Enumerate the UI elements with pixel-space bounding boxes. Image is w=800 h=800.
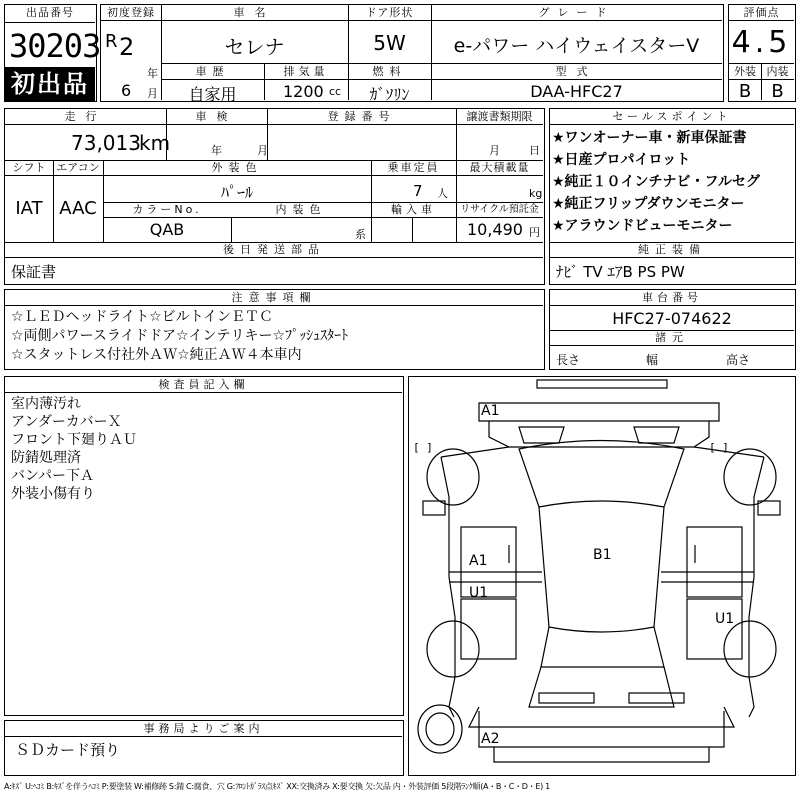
score-label: 評価点 <box>743 6 780 19</box>
vehicle-info-box <box>100 4 724 102</box>
office-box <box>4 720 404 776</box>
recycle-label: リサイクル預託金 <box>460 204 539 215</box>
car-name-label: 車名 <box>233 6 276 19</box>
notes-box <box>4 289 545 370</box>
max-load-unit: kg <box>529 187 543 200</box>
height-label: 高さ <box>726 353 751 367</box>
max-load-label: 最大積載量 <box>469 161 530 174</box>
lot-box <box>4 4 101 102</box>
note-line: ☆スタットレス付社外ＡＷ☆純正ＡＷ４本車内 <box>11 347 302 363</box>
model-label: 型式 <box>555 65 598 78</box>
inspector-notes <box>11 395 137 503</box>
displacement-label: 排気量 <box>283 65 329 78</box>
exterior-grade: B <box>738 81 752 102</box>
inspector-line: バンパー下Ａ <box>11 468 95 484</box>
mark-a2-bottom: A2 <box>481 731 500 747</box>
model: DAA-HFC27 <box>530 82 623 101</box>
width-label: 幅 <box>646 353 659 367</box>
transfer-month-unit: 月 <box>489 144 500 157</box>
year-num: 2 <box>119 33 135 61</box>
inspector-line: 防錆処理済 <box>11 450 81 466</box>
office-label: 事務局よりご案内 <box>143 722 264 735</box>
fuel: ｶﾞｿﾘﾝ <box>369 85 410 104</box>
mileage: 73,013 <box>71 131 141 155</box>
length-label: 長さ <box>556 353 581 367</box>
mileage-unit: km <box>139 131 171 155</box>
car-name: セレナ <box>224 35 285 59</box>
mileage-label: 走行 <box>64 110 107 123</box>
sales-point-item: ★純正フリップダウンモニター <box>552 196 745 212</box>
sales-point-item: ★日産プロパイロット <box>552 152 691 168</box>
transfer-label: 譲渡書類期限 <box>466 110 533 123</box>
sales-points-label: セールスポイント <box>612 110 732 123</box>
ac-label: エアコン <box>56 161 100 174</box>
recycle-unit: 円 <box>529 226 540 239</box>
interior-grade-label: 内装 <box>766 65 789 78</box>
ac: AAC <box>59 198 97 219</box>
notes-list <box>11 308 348 365</box>
displacement: 1200 <box>283 82 324 101</box>
inspector-line: フロント下廻りＡＵ <box>11 432 137 448</box>
ext-color: ﾊﾟｰﾙ <box>220 183 253 202</box>
later-parts-label: 後日発送部品 <box>223 243 325 256</box>
import-label: 輸入車 <box>391 203 436 216</box>
first-listing-badge: 初出品 <box>5 67 95 101</box>
inspection-month-unit: 月 <box>257 144 268 157</box>
year-unit: 年 <box>147 67 158 80</box>
equipment-label: 純正装備 <box>638 243 706 256</box>
inspector-label: 検査員記入欄 <box>158 378 249 391</box>
grade-label: グレード <box>538 6 615 19</box>
ext-color-label: 外装色 <box>211 161 263 174</box>
int-color-unit: 系 <box>355 228 366 241</box>
later-parts: 保証書 <box>11 263 57 281</box>
mark-a1-left: A1 <box>469 553 488 569</box>
month-unit: 月 <box>147 87 158 100</box>
history-label: 車歴 <box>195 65 230 78</box>
score-box <box>728 4 796 102</box>
color-no-label: カラーNo. <box>132 203 202 216</box>
interior-grade: B <box>771 81 784 102</box>
capacity: 7 <box>413 182 423 200</box>
details-box <box>4 108 545 285</box>
recycle: 10,490 <box>467 220 523 239</box>
car-diagram-box <box>408 376 796 776</box>
grade: e-パワー ハイウェイスターV <box>453 35 700 57</box>
mark-b1-center: B1 <box>593 547 612 563</box>
equipment-value: ﾅﾋﾞ TV ｴｱB PS PW <box>556 263 685 281</box>
mark-a1-top: A1 <box>481 403 500 419</box>
sales-point-item: ★純正１０インチナビ・フルセグ <box>552 174 760 190</box>
note-line: ☆ＬＥＤヘッドライト☆ビルトインＥＴＣ <box>11 309 273 325</box>
inspector-line: 室内薄汚れ <box>11 396 81 412</box>
fuel-label: 燃料 <box>372 65 407 78</box>
chassis-value: HFC27-074622 <box>612 309 732 328</box>
dimensions-label: 諸元 <box>655 331 689 344</box>
lot-number: 30203 <box>9 27 101 65</box>
sales-point-item: ★ワンオーナー車・新車保証書 <box>552 130 747 146</box>
inspector-line: アンダーカバーＸ <box>11 414 122 430</box>
mark-u1-right: U1 <box>715 611 735 627</box>
notes-label: 注意事項欄 <box>231 291 317 304</box>
inspector-box <box>4 376 404 716</box>
lot-label: 出品番号 <box>26 6 74 19</box>
chassis-label: 車台番号 <box>642 291 702 304</box>
capacity-label: 乗車定員 <box>387 161 440 174</box>
shift: IAT <box>15 198 43 219</box>
door-label: ドア形状 <box>365 6 414 19</box>
office-value: ＳＤカード預り <box>15 741 121 759</box>
note-line: ☆両側パワースライドドア☆インテリキー☆ﾌﾟｯｼｭｽﾀｰﾄ <box>11 328 349 344</box>
month-num: 6 <box>121 81 132 100</box>
inspection-label: 車検 <box>195 110 238 123</box>
mark-u1-left: U1 <box>469 585 489 601</box>
era: R <box>105 31 118 52</box>
car-diagram <box>409 377 794 774</box>
capacity-unit: 人 <box>437 187 448 200</box>
inspector-line: 外装小傷有り <box>11 486 95 502</box>
door: 5W <box>373 31 406 55</box>
int-color-label: 内装色 <box>275 203 327 216</box>
chassis-box <box>549 289 796 370</box>
transfer-day-unit: 日 <box>529 144 540 157</box>
color-no: QAB <box>149 220 185 239</box>
bracket-left: [ ] <box>413 441 433 454</box>
reg-no-label: 登録番号 <box>327 110 396 123</box>
displacement-unit: cc <box>329 85 342 98</box>
exterior-grade-label: 外装 <box>734 65 756 78</box>
sales-point-item: ★アラウンドビューモニター <box>552 218 733 234</box>
bracket-right: [ ] <box>709 441 729 454</box>
legend: A:ｷｽﾞ U:ﾍｺﾐ B:ｷｽﾞを伴うﾍｺﾐ P:要塗装 W:補修跡 S:錆 C:腐食、穴 G:ﾌﾛﾝﾄｶﾞﾗｽ点ｷｽﾞ XX:交換済み X:要交換 欠:欠品 内・外装評価 5段階ﾗﾝｸ順(A・B・C・D・E) 1 <box>4 782 550 791</box>
sales-points-list <box>552 127 760 237</box>
inspection-year-unit: 年 <box>211 144 222 157</box>
score: 4.5 <box>731 25 792 60</box>
history: 自家用 <box>188 85 237 104</box>
sales-points-box <box>549 108 796 285</box>
shift-label: シフト <box>12 161 46 174</box>
first-reg-label: 初度登録 <box>107 6 155 19</box>
